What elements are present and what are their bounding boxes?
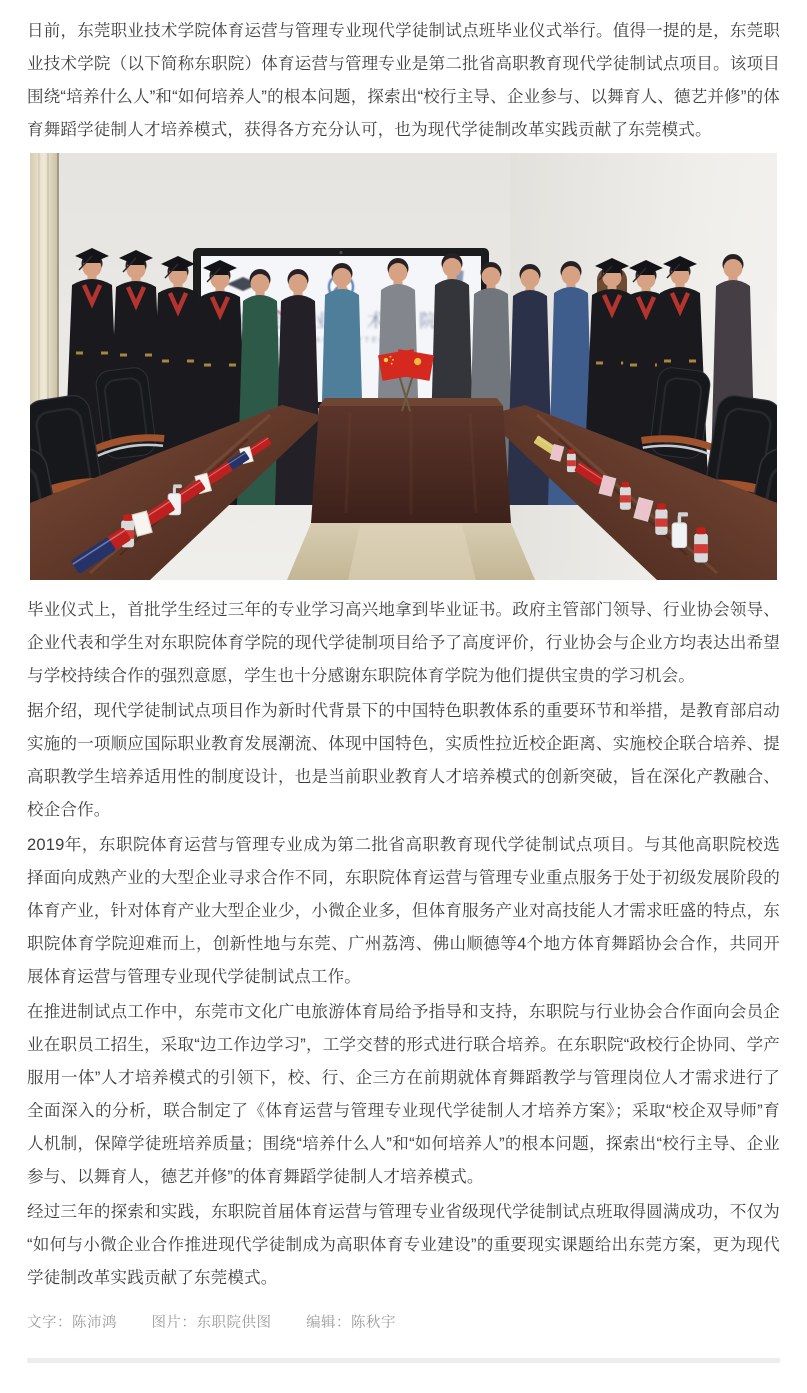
article-paragraph: 毕业仪式上，首批学生经过三年的专业学习高兴地拿到毕业证书。政府主管部门领导、行业协会领导、企业代表和学生对东职院体育学院的现代学徒制项目给予了高度评价，行业协会与企业方均表达出希望与学校持续合作的强烈意愿，学生也十分感谢东职院体育学院为他们提供宝贵的学习机会。 [27, 601, 780, 685]
byline-editor: 编辑：陈秋宇 [306, 1315, 397, 1331]
byline-photo-credit: 图片：东职院供图 [151, 1315, 272, 1331]
byline [27, 1311, 780, 1332]
byline-author: 文字：陈沛鸿 [27, 1315, 117, 1331]
article-paragraph: 2019年，东职院体育运营与管理专业成为第二批省高职教育现代学徒制试点项目。与其他高职院校选择面向成熟产业的大型企业寻求合作不同，东职院体育运营与管理专业重点服务于处于初级发展阶段的体育产业，针对体育产业大型企业少，小微企业多，但体育服务产业对高技能人才需求旺盛的特点，东职院体育学院迎难而上，创新性地与东莞、广州荔湾、佛山顺德等4个地方体育舞蹈协会合作，共同开展体育运营与管理专业现代学徒制试点工作。 [27, 836, 780, 986]
screen-subtitle-text: POLYTECHNIC [335, 335, 416, 344]
article-paragraph: 在推进制试点工作中，东莞市文化广电旅游体育局给予指导和支持，东职院与行业协会合作面向会员企业在职员工招生，采取“边工作边学习”，工学交替的形式进行联合培养。在东职院“政校行企协同、学产服用一体”人才培养模式的引领下，校、行、企三方在前期就体育舞蹈教学与管理岗位人才需求进行了全面深入的分析，联合制定了《体育运营与管理专业现代学徒制人才培养方案》；采取“校企双导师”育人机制，保障学徒班培养质量；围绕“培养什么人”和“如何培养人”的根本问题，探索出“校行主导、企业参与、以舞育人，德艺并修”的体育舞蹈学徒制人才培养模式。 [27, 1003, 780, 1186]
screen-camera-dot [339, 251, 342, 254]
ceremony-photo-canvas [30, 153, 777, 580]
article-paragraph: 经过三年的探索和实践，东职院首届体育运营与管理专业省级现代学徒制试点班取得圆满成功，不仅为“如何与小微企业合作推进现代学徒制成为高职体育专业建设”的重要现实课题给出东莞方案，更为现代学徒制改革实践贡献了东莞模式。 [27, 1203, 780, 1287]
ceremony-photo [30, 153, 777, 580]
section-divider [27, 1358, 780, 1363]
person-figure [275, 269, 321, 505]
head-table-top [319, 398, 503, 406]
article-paragraph: 日前，东莞职业技术学院体育运营与管理专业现代学徒制试点班毕业仪式举行。值得一提的是，东莞职业技术学院（以下简称东职院）体育运营与管理专业是第二批省高职教育现代学徒制试点项目。该项目围绕“培养什么人”和“如何培养人”的根本问题，探索出“校行主导、企业参与、以舞育人、德艺并修”的体育舞蹈学徒制人才培养模式，获得各方充分认可，也为现代学徒制改革实践贡献了东莞模式。 [27, 22, 780, 139]
article-paragraph: 据介绍，现代学徒制试点项目作为新时代背景下的中国特色职教体系的重要环节和举措，是教育部启动实施的一项顺应国际职业教育发展潮流、体现中国特色，实质性拉近校企距离、实施校企联合培养、提高职教学生培养适用性的制度设计，也是当前职业教育人才培养模式的创新突破，旨在深化产教融合、校企合作。 [27, 702, 780, 819]
